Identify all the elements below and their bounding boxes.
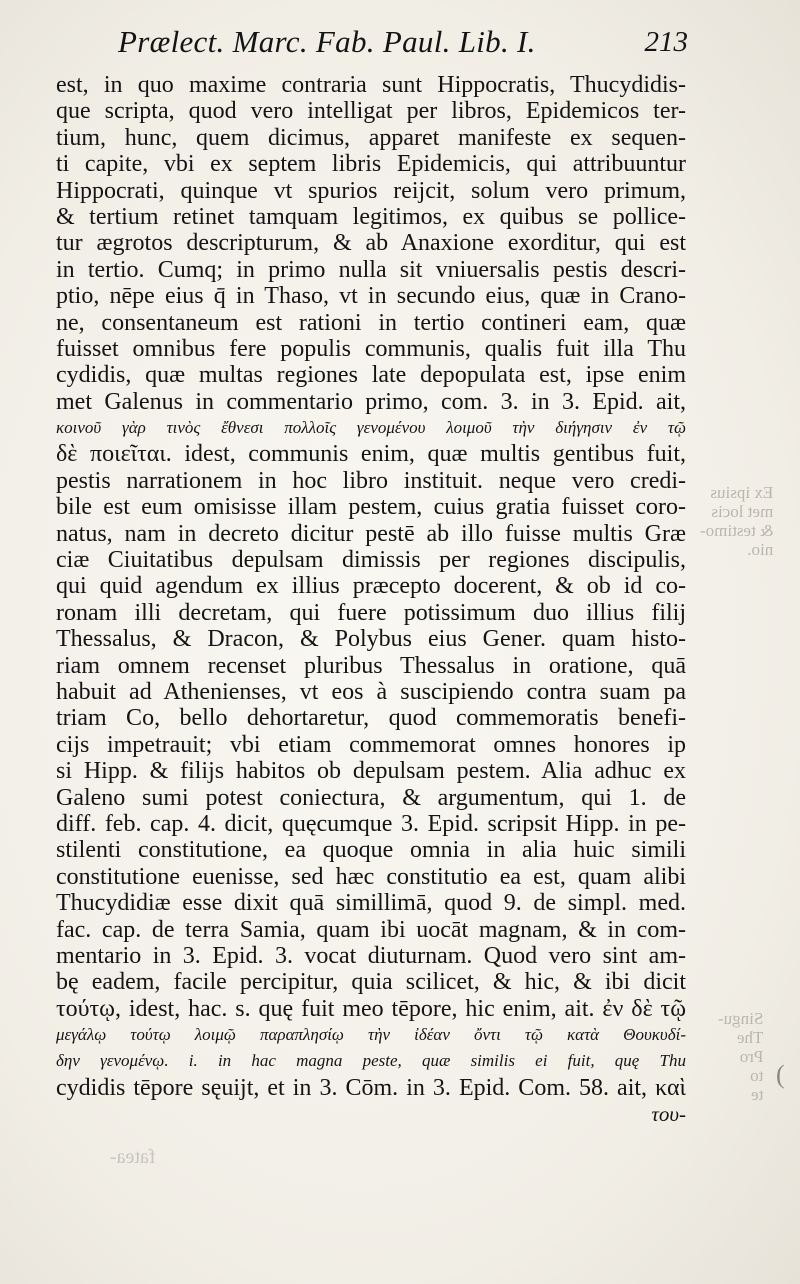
text-line: bile est eum omisisse illam pestem, cuius gratia fuisset coro- — [56, 494, 686, 521]
text-line: mentario in 3. Epid. 3. vocat diuturnam. Quod vero sint am- — [56, 942, 686, 969]
text-line: diff. feb. cap. 4. dicit, quęcumque 3. Epid. scripsit Hipp. in pe- — [56, 810, 686, 837]
catchword: του- — [651, 1102, 686, 1127]
text-line: bę eadem, facile percipitur, quia scilicet, & hic, & ibi dicit — [56, 969, 686, 996]
text-line: κοινοῦ γὰρ τινὸς ἔθνεσι πολλοῖς γενομένου λοιμοῦ τὴν διήγησιν ἐν τῷ — [56, 418, 686, 438]
text-line: Thucydidiæ esse dixit quā simillimā, quod 9. de simpl. med. — [56, 890, 686, 917]
text-line: tium, hunc, quem dicimus, apparet manifeste ex sequen- — [56, 124, 686, 151]
text-line: & tertium retinet tamquam legitimos, ex quibus se pollice- — [56, 203, 686, 230]
text-line: met Galenus in commentario primo, com. 3. in 3. Epid. ait, — [56, 388, 686, 415]
text-line: ciæ Ciuitatibus depulsam dimissis per regiones discipulis, — [56, 547, 686, 574]
page-header — [118, 24, 688, 64]
text-line: tur ægrotos descripturum, & ab Anaxione exorditur, qui est — [56, 230, 686, 257]
text-line: Thessalus, & Dracon, & Polybus eius Gener. quam histo- — [56, 626, 686, 653]
text-line: fuisset omnibus fere populis communis, qualis fuit illa Thu — [56, 335, 686, 362]
text-line: constitutione euenisse, sed hæc constitutio ea est, quam alibi — [56, 863, 686, 890]
text-line: Hippocrati, quinque vt spurios reijcit, solum vero primum, — [56, 177, 686, 204]
text-line: riam omnem recenset pluribus Thessalus in oratione, quā — [56, 652, 686, 679]
text-line: est, in quo maxime contraria sunt Hippocratis, Thucydidis- — [56, 72, 686, 98]
page-number: 213 — [644, 26, 688, 58]
text-line: si Hipp. & filijs habitos ob depulsam pestem. Alia adhuc ex — [56, 758, 686, 785]
text-line: δην γενομένῳ. i. in hac magna peste, quæ similis ei fuit, quę Thu — [56, 1051, 686, 1071]
text-line: ptio, nēpe eius q̄ in Thaso, vt in secundo eius, quæ in Crano- — [56, 283, 686, 310]
text-line: cijs impetrauit; vbi etiam commemorat omnes honores ip — [56, 731, 686, 758]
bleed-through-catchword: fatea- — [110, 1146, 156, 1168]
text-line: Galeno sumi potest coniectura, & argumentum, qui 1. de — [56, 784, 686, 811]
text-line: qui quid agendum ex illius præcepto docerent, & ob id co- — [56, 573, 686, 600]
text-line: cydidis tēpore sęuijt, et in 3. Cōm. in 3. Epid. Com. 58. ait, καὶ — [56, 1074, 686, 1101]
text-line: cydidis, quæ multas regiones late depopulata est, ipse enim — [56, 362, 686, 389]
text-line: fac. cap. de terra Samia, quam ibi uocāt magnam, & in com- — [56, 916, 686, 943]
text-line: ti capite, vbi ex septem libris Epidemicis, qui attribuuntur — [56, 151, 686, 178]
text-line: ne, consentaneum est rationi in tertio contineri eam, quæ — [56, 309, 686, 336]
text-line: pestis narrationem in hoc libro instituit. neque vero credi- — [56, 467, 686, 494]
text-line: τούτῳ, idest, hac. s. quę fuit meo tēpore, hic enim, ait. ἐν δὲ τῷ — [56, 995, 686, 1022]
text-line: que scripta, quod vero intelligat per libros, Epidemicos ter- — [56, 98, 686, 125]
text-line: ronam illi decretam, qui fuere potissimum duo illius filij — [56, 599, 686, 626]
text-line: in tertio. Cumq; in primo nulla sit vniuersalis pestis descri- — [56, 256, 686, 283]
text-line: μεγάλῳ τούτῳ λοιμῷ παραπλησίῳ τὴν ἰδέαν ὄντι τῷ κατὰ Θουκυδί- — [56, 1025, 686, 1045]
bleed-through-margin-note-lower: Singu- The Pro to te — [718, 1009, 764, 1104]
bleed-through-margin-note: Ex ipsius met locis & testimo- nio. — [700, 483, 774, 559]
text-line: stilenti constitutione, ea quoque omnia in alia huic simili — [56, 837, 686, 864]
text-line: δὲ ποιεῖται. idest, communis enim, quæ multis gentibus fuit, — [56, 441, 686, 468]
margin-mark: ( — [776, 1060, 785, 1089]
running-head: Prælect. Marc. Fab. Paul. Lib. I. — [118, 24, 536, 59]
text-line: natus, nam in decreto dicitur pestē ab illo fuisse multis Græ — [56, 520, 686, 547]
text-line: habuit ad Athenienses, vt eos à suscipiendo contra suam pa — [56, 678, 686, 705]
body-text — [56, 72, 686, 1128]
text-line: triam Co, bello dehortaretur, quod commemoratis benefi- — [56, 705, 686, 732]
